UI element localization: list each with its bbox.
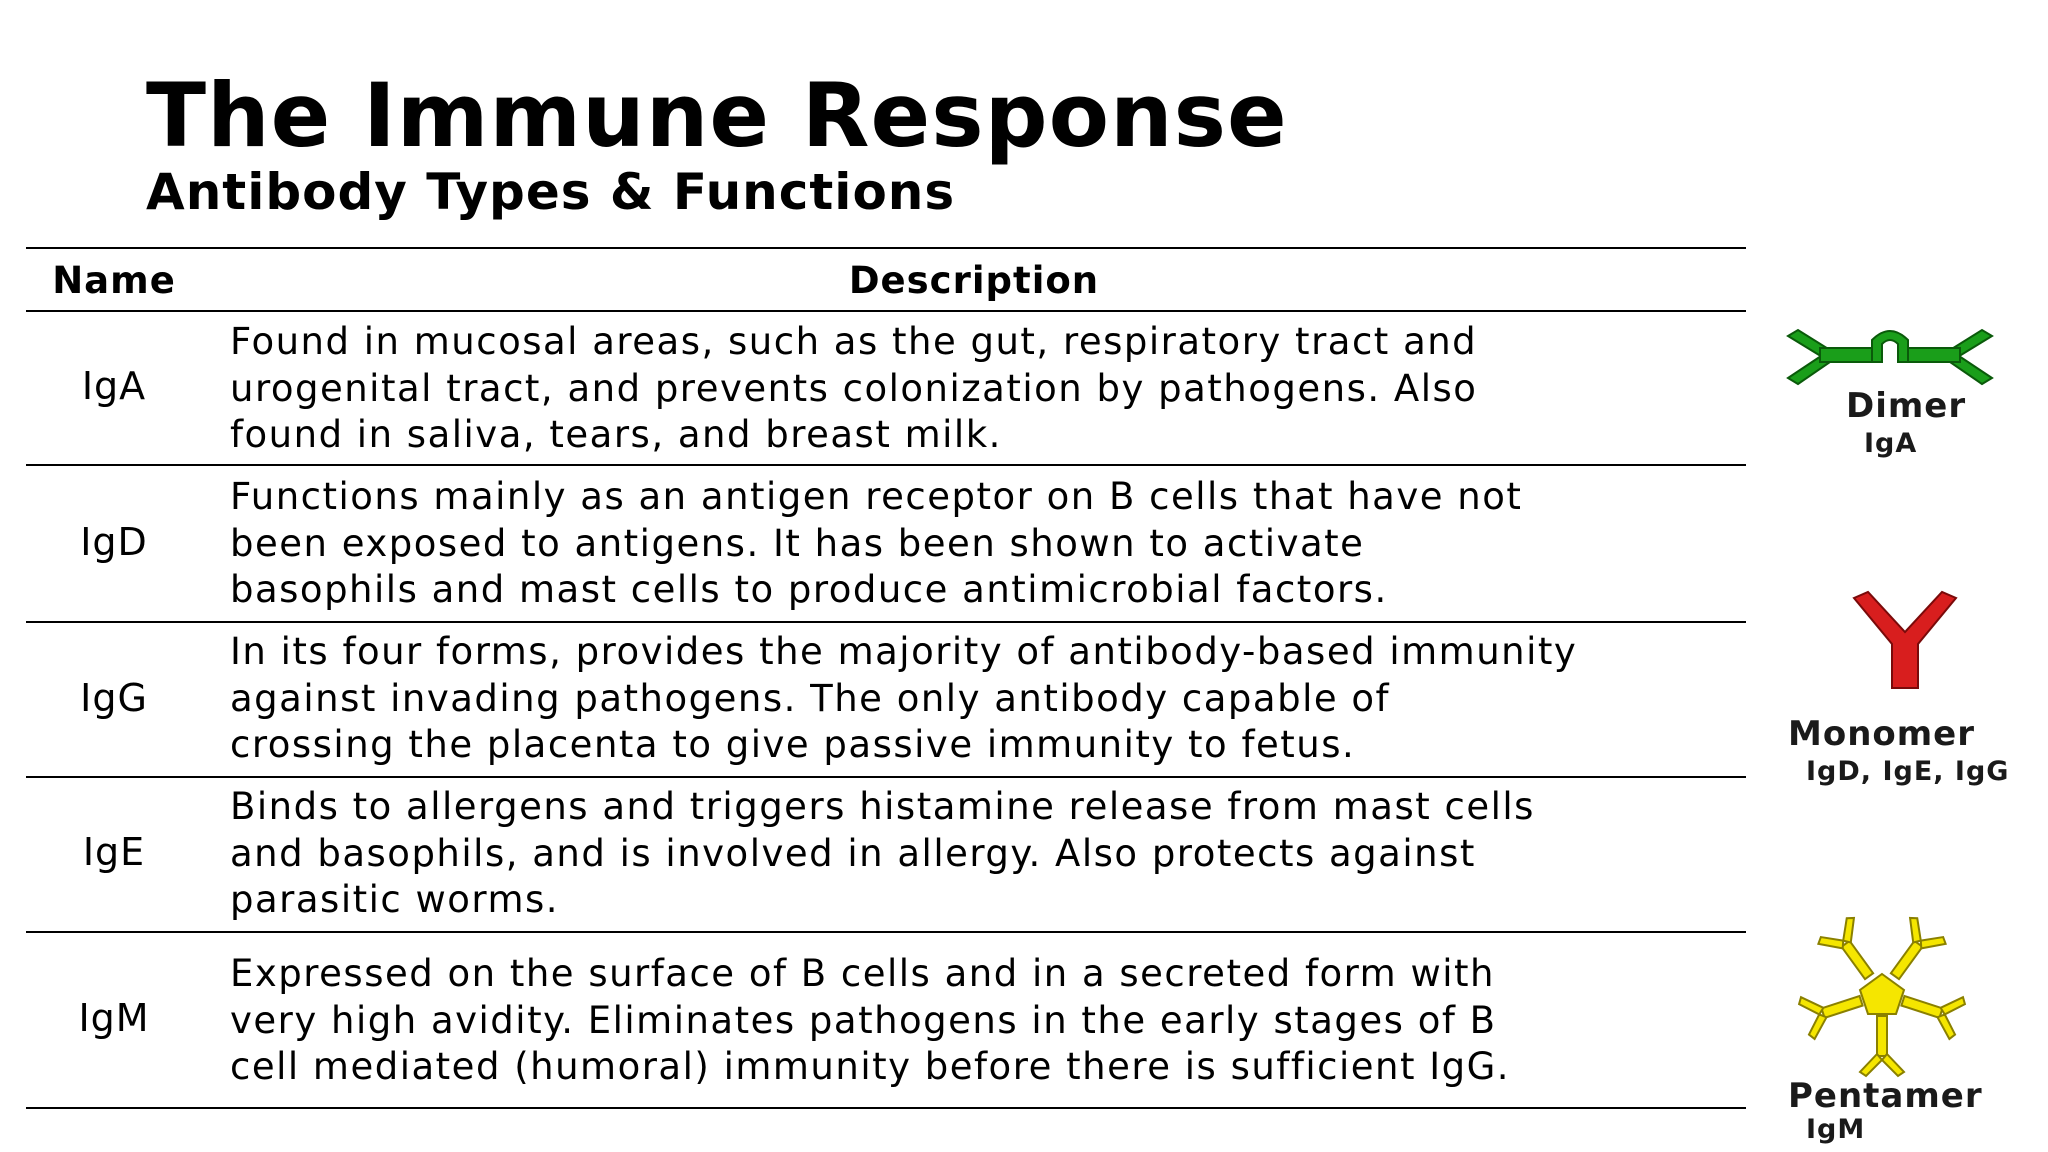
table-bottom-rule (26, 1107, 1746, 1109)
slide-title: The Immune Response (146, 64, 1288, 167)
antibody-description: Found in mucosal areas, such as the gut, respiratory tract and urogenital tract, and prevents colonization by pathogens. Also found in saliva, tears, and breast milk. (230, 320, 1478, 456)
antibody-description: In its four forms, provides the majority of antibody-based immunity against invading pathogens. The only antibody capable of crossing the placenta to give passive immunity to fetus. (230, 630, 1578, 766)
monomer-label: Monomer (1788, 714, 1976, 754)
dimer-sublabel: IgA (1864, 428, 1918, 459)
pentamer-label: Pentamer (1788, 1076, 1983, 1116)
antibody-name: IgD (80, 520, 148, 564)
row-rule (26, 931, 1746, 933)
antibody-name: IgA (81, 364, 147, 408)
row-rule (26, 621, 1746, 623)
antibody-description: Binds to allergens and triggers histamine release from mast cells and basophils, and is involved in allergy. Also protects against parasitic worms. (230, 785, 1535, 921)
slide-subtitle: Antibody Types & Functions (146, 163, 956, 221)
header-rule (26, 310, 1746, 312)
antibody-description: Functions mainly as an antigen receptor on B cells that have not been exposed to antigens. It has been shown to activate basophils and mast cells to produce antimicrobial factors. (230, 475, 1523, 611)
monomer-antibody-icon (1850, 590, 1960, 690)
antibody-name: IgM (78, 996, 150, 1040)
dimer-antibody-icon (1780, 318, 2000, 390)
column-header-name: Name (52, 259, 176, 302)
column-header-description: Description (848, 259, 1100, 302)
antibody-name: IgE (82, 830, 146, 874)
monomer-sublabel: IgD, IgE, IgG (1806, 756, 2010, 787)
table-top-rule (26, 247, 1746, 249)
dimer-label: Dimer (1846, 386, 1967, 426)
pentamer-antibody-icon (1776, 922, 1988, 1078)
pentamer-sublabel: IgM (1806, 1114, 1866, 1145)
row-rule (26, 776, 1746, 778)
antibody-description: Expressed on the surface of B cells and in a secreted form with very high avidity. Eliminates pathogens in the early stages of B cell mediated (humoral) immunity before there is sufficient IgG. (230, 952, 1511, 1088)
row-rule (26, 464, 1746, 466)
antibody-name: IgG (80, 676, 148, 720)
